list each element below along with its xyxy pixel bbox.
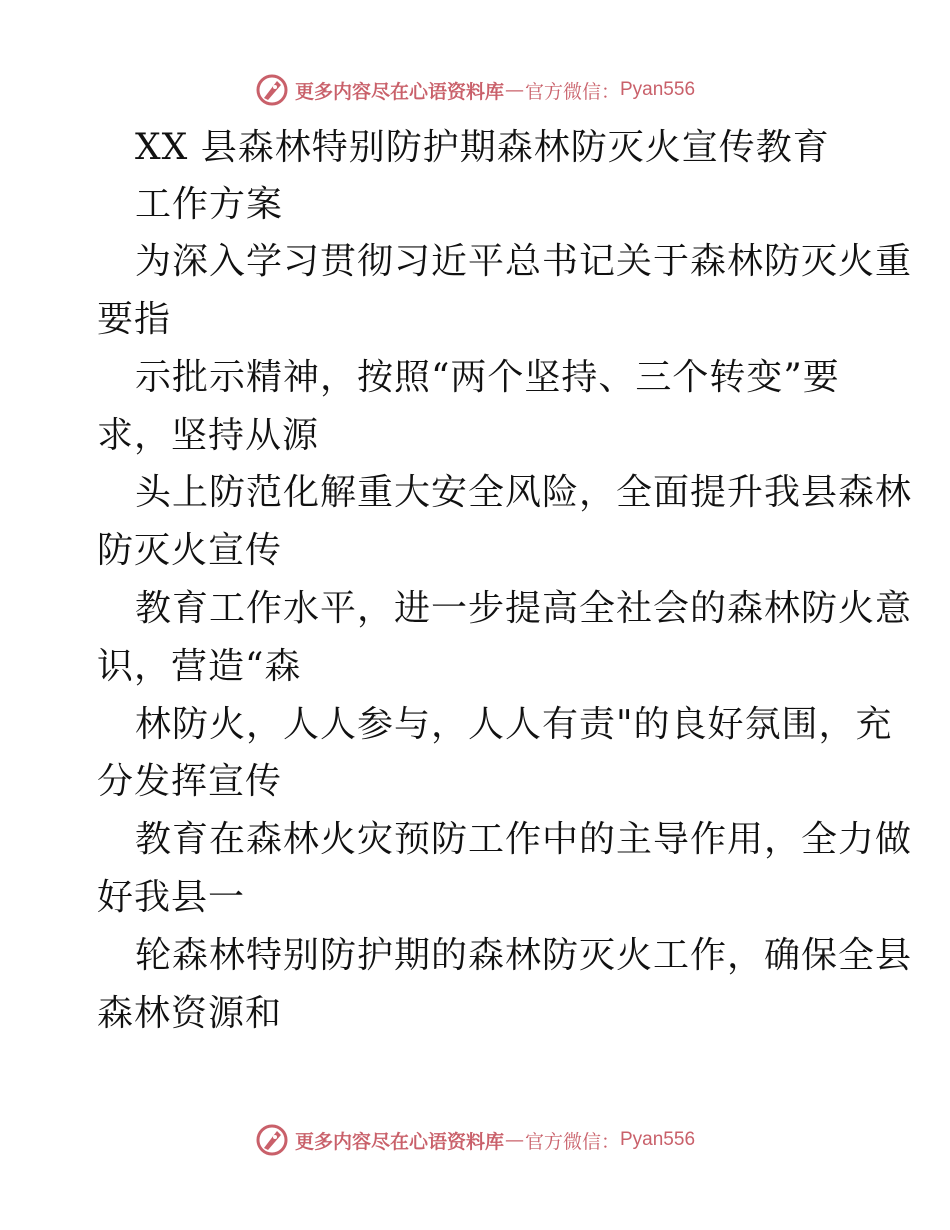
watermark-dash: —: [504, 79, 524, 101]
doc-text-line: 识，营造“森: [97, 646, 302, 687]
doc-text-line: 防灭火宣传: [97, 530, 283, 571]
doc-title-line-1: XX 县森林特别防护期森林防灭火宣传教育: [135, 127, 830, 168]
watermark-text: 更多内容尽在心语资料库: [294, 1130, 504, 1153]
doc-text-line: 要指: [97, 299, 172, 340]
doc-text-line: 林防火，人人参与，人人有责"的良好氛围，充: [135, 704, 893, 745]
doc-text-line: 教育在森林火灾预防工作中的主导作用，全力做: [135, 819, 913, 860]
footer-watermark: [0, 1120, 950, 1160]
doc-text-line: 为深入学习贯彻习近平总书记关于森林防灭火重: [135, 241, 913, 282]
doc-text-line: 示批示精神，按照“两个坚持、三个转变”要: [135, 357, 840, 398]
doc-text-line: 好我县一: [97, 877, 246, 918]
watermark-wechat-label: 官方微信：: [524, 80, 620, 103]
doc-title-line-2: 工作方案: [135, 184, 284, 225]
doc-text-line: 分发挥宣传: [97, 761, 283, 802]
doc-text-line: 森林资源和: [97, 993, 283, 1034]
pen-nib-circle-icon: [255, 73, 289, 107]
watermark-dash: —: [504, 1129, 524, 1151]
doc-text-line: 求，坚持从源: [97, 415, 320, 456]
watermark-wechat-label: 官方微信：: [524, 1130, 620, 1153]
watermark-wechat-id: Pyan556: [620, 79, 696, 100]
header-watermark: [0, 70, 950, 110]
watermark-wechat-id: Pyan556: [620, 1129, 696, 1150]
watermark-text: 更多内容尽在心语资料库: [294, 80, 504, 103]
doc-text-line: 头上防范化解重大安全风险，全面提升我县森林: [135, 472, 913, 513]
pen-nib-circle-icon: [255, 1123, 289, 1157]
doc-text-line: 教育工作水平，进一步提高全社会的森林防火意: [135, 588, 913, 629]
doc-text-line: 轮森林特别防护期的森林防灭火工作，确保全县: [135, 935, 913, 976]
